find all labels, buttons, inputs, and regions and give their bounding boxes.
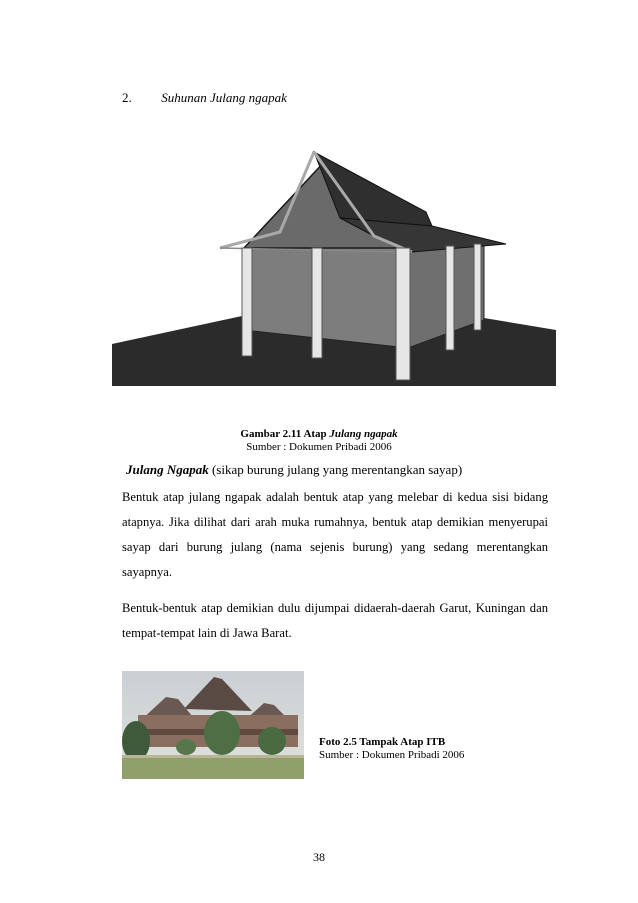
page-number: 38 <box>313 850 325 864</box>
photo-tree-mid <box>204 711 240 755</box>
figure-caption-term: Julang ngapak <box>329 428 398 440</box>
photo-path <box>122 755 304 758</box>
photo-caption-title: Foto 2.5 Tampak Atap ITB <box>319 736 446 748</box>
post-front-left <box>242 248 252 356</box>
subheading-rest: (sikap burung julang yang merentangkan sayap) <box>208 462 463 477</box>
post-front-right <box>396 248 410 380</box>
figure-caption-label: Gambar 2.11 Atap <box>240 428 330 440</box>
front-wall <box>244 248 408 348</box>
paragraph-1: Bentuk atap julang ngapak adalah bentuk atap yang melebar di kedua sisi bidang atapnya. Jika dilihat dari arah muka rumahnya, bentuk atap demikian menyerupai sayap dari burung julang (nama sejenis burung) yang sedang merentangkan sayapnya. <box>122 490 548 579</box>
post-side-mid <box>446 246 454 350</box>
photo-source: Sumber : Dokumen Pribadi 2006 <box>319 749 465 761</box>
photo-tree-small <box>176 739 196 755</box>
subheading <box>126 462 462 478</box>
photo-tree-right <box>258 727 286 755</box>
section-number: 2. <box>122 90 132 105</box>
post-side-back <box>474 244 481 330</box>
paragraph-2: Bentuk-bentuk atap demikian dulu dijumpai didaerah-daerah Garut, Kuningan dan tempat-tempat lain di Jawa Barat. <box>122 601 548 640</box>
post-front-mid <box>312 248 322 358</box>
figure-caption <box>0 428 638 454</box>
figure-source: Sumber : Dokumen Pribadi 2006 <box>246 441 392 453</box>
section-heading <box>122 90 287 106</box>
photo-caption <box>319 736 464 762</box>
itb-roof-photo <box>122 671 304 779</box>
subheading-term: Julang Ngapak <box>126 462 209 477</box>
photo-lawn <box>122 757 304 779</box>
julang-ngapak-house-illustration <box>112 148 556 386</box>
section-title: Suhunan Julang ngapak <box>161 90 287 105</box>
